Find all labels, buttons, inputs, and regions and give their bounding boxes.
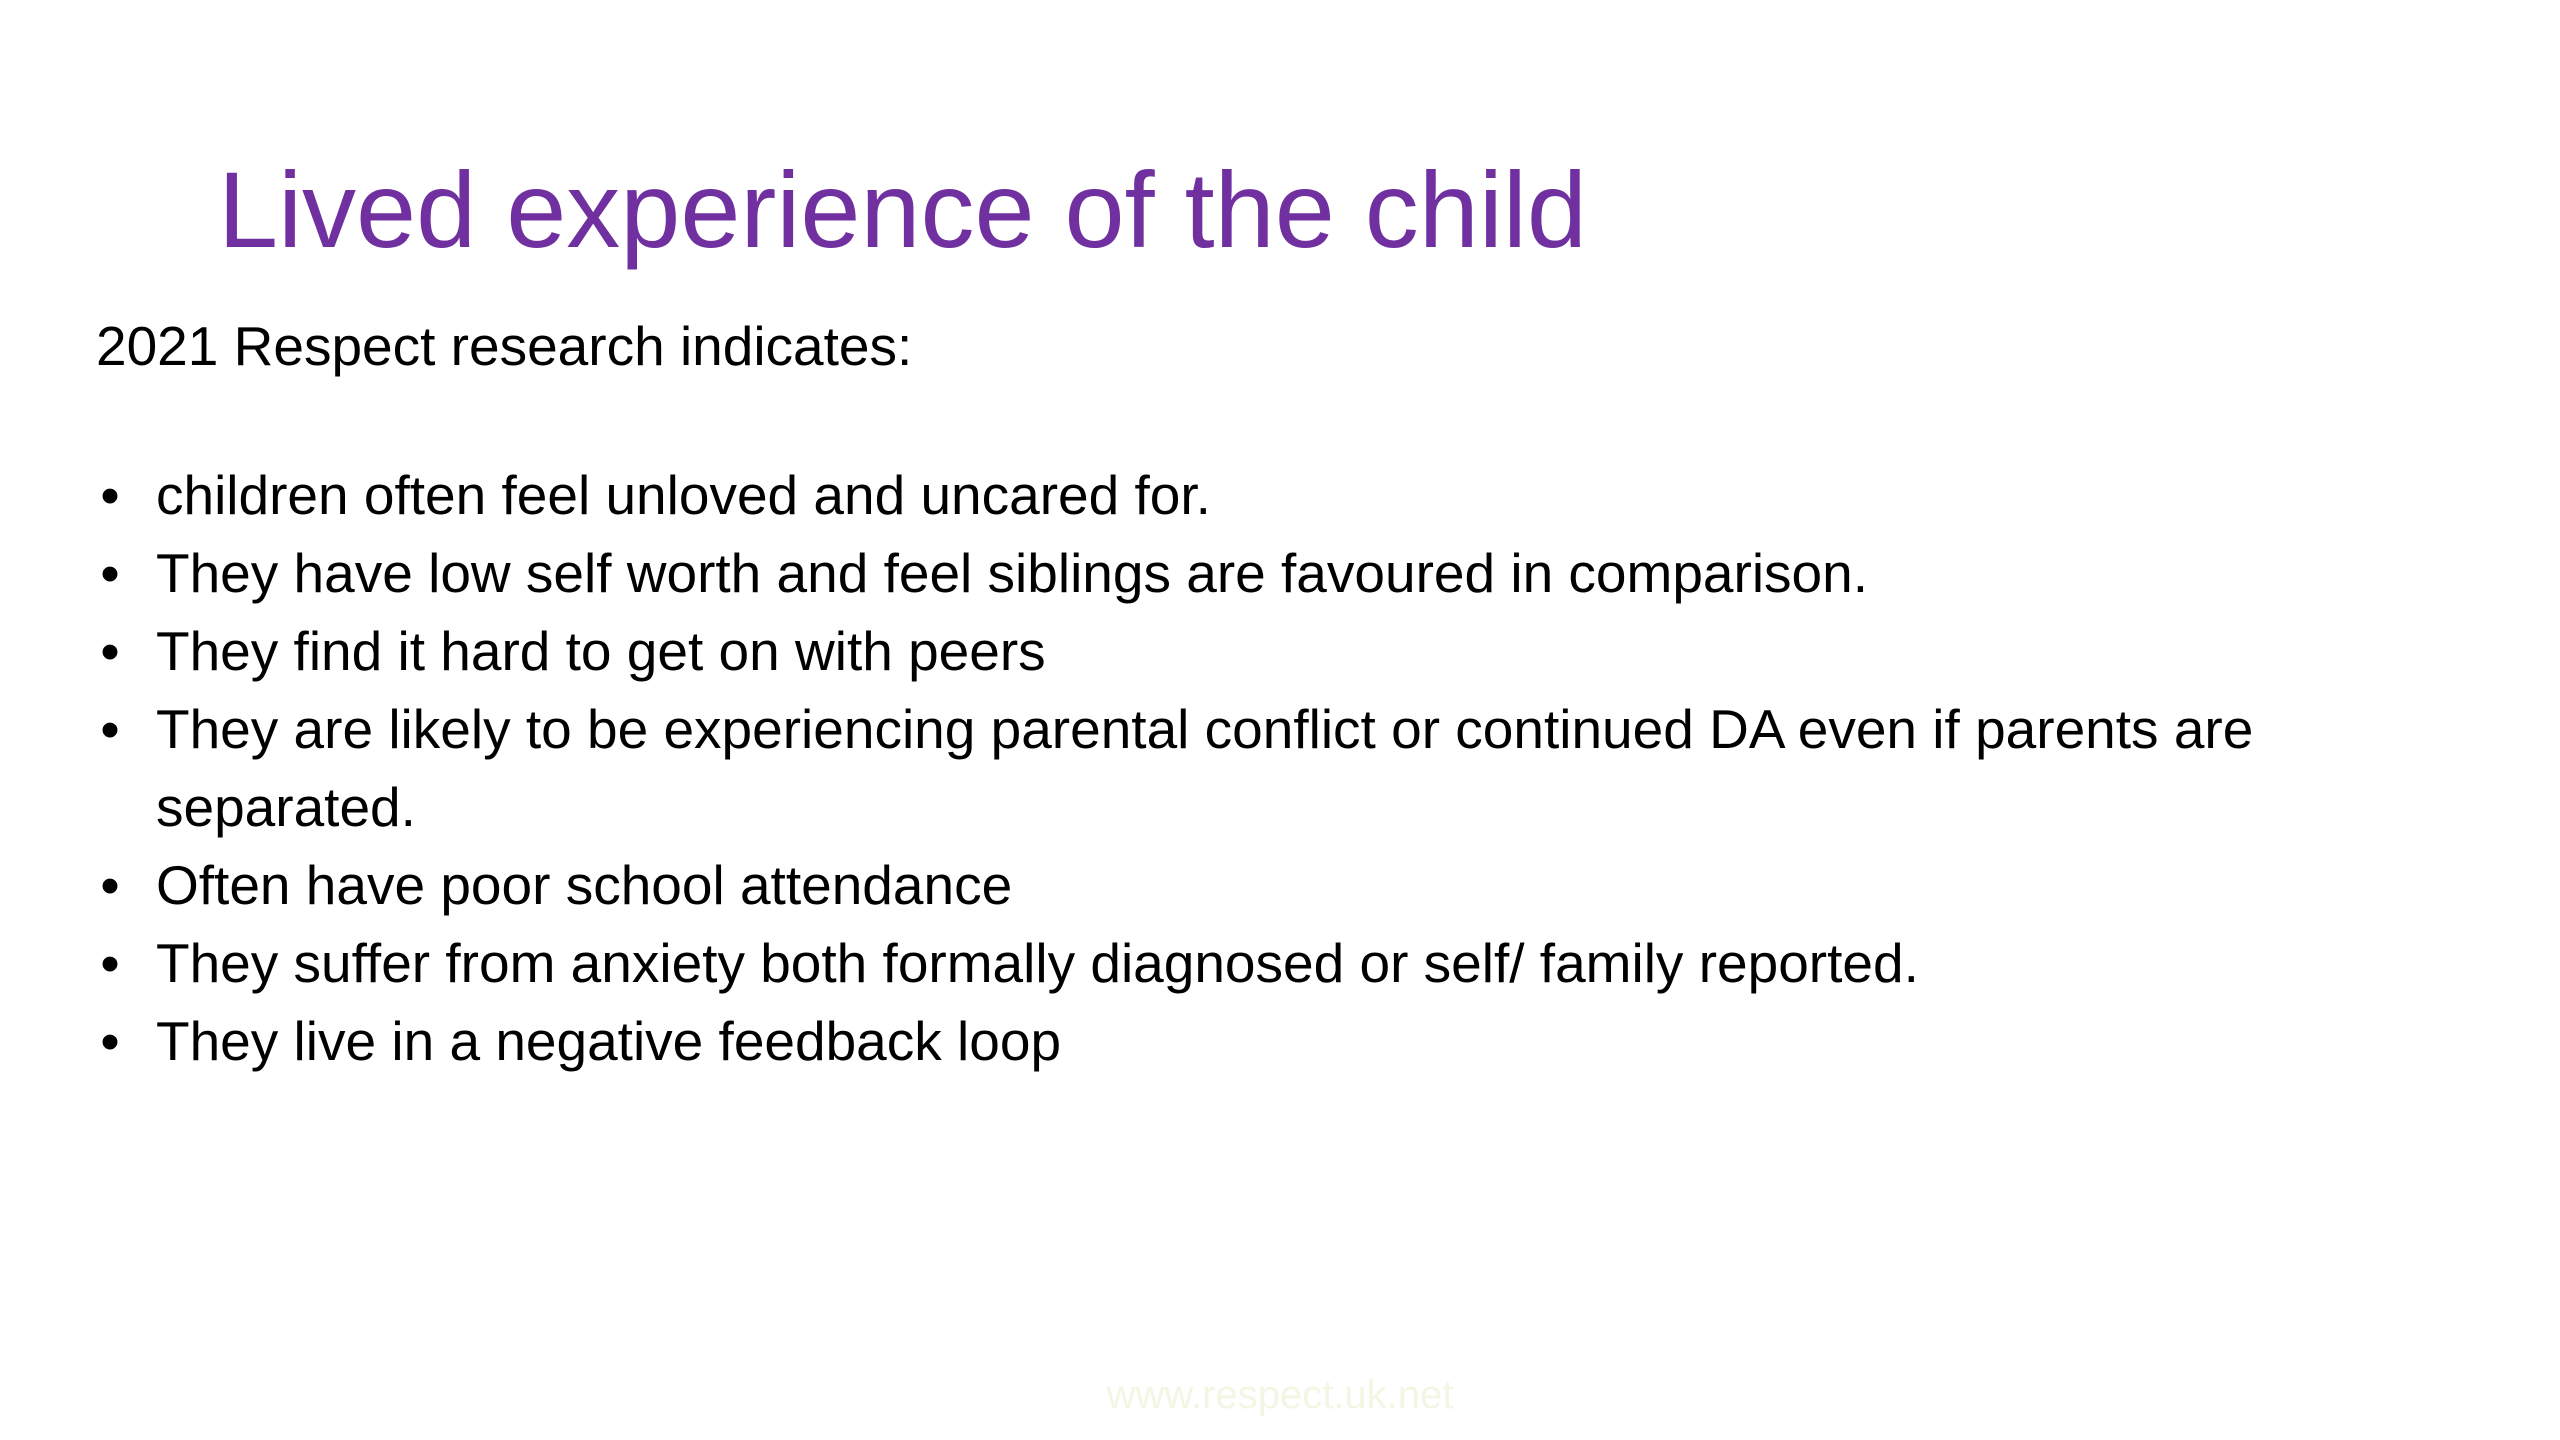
bullet-item [96, 1002, 2476, 1080]
bullet-item [96, 690, 2476, 846]
bullet-text: They live in a negative feedback loop [156, 1010, 1062, 1072]
bullet-item [96, 612, 2476, 690]
bullet-text: children often feel unloved and uncared for. [156, 464, 1211, 526]
footer-url: www.respect.uk.net [1106, 1373, 1454, 1417]
bullet-text: They are likely to be experiencing parental conflict or continued DA even if parents are separated. [156, 698, 2254, 838]
bullet-item [96, 534, 2476, 612]
bullet-list [96, 456, 2476, 1080]
bullet-icon: • [100, 854, 120, 916]
bullet-icon: • [100, 1010, 120, 1072]
bullet-item [96, 456, 2476, 534]
bullet-icon: • [100, 620, 120, 682]
bullet-icon: • [100, 542, 120, 604]
slide-title: Lived experience of the child [218, 149, 1587, 270]
bullet-text: They suffer from anxiety both formally diagnosed or self/ family reported. [156, 932, 1919, 994]
bullet-text: Often have poor school attendance [156, 854, 1013, 916]
bullet-item [96, 924, 2476, 1002]
bullet-icon: • [100, 698, 120, 760]
bullet-text: They have low self worth and feel siblings are favoured in comparison. [156, 542, 1869, 604]
bullet-text: They find it hard to get on with peers [156, 620, 1046, 682]
intro-text: 2021 Respect research indicates: [96, 315, 913, 377]
bullet-icon: • [100, 464, 120, 526]
bullet-item [96, 846, 2476, 924]
bullet-icon: • [100, 932, 120, 994]
